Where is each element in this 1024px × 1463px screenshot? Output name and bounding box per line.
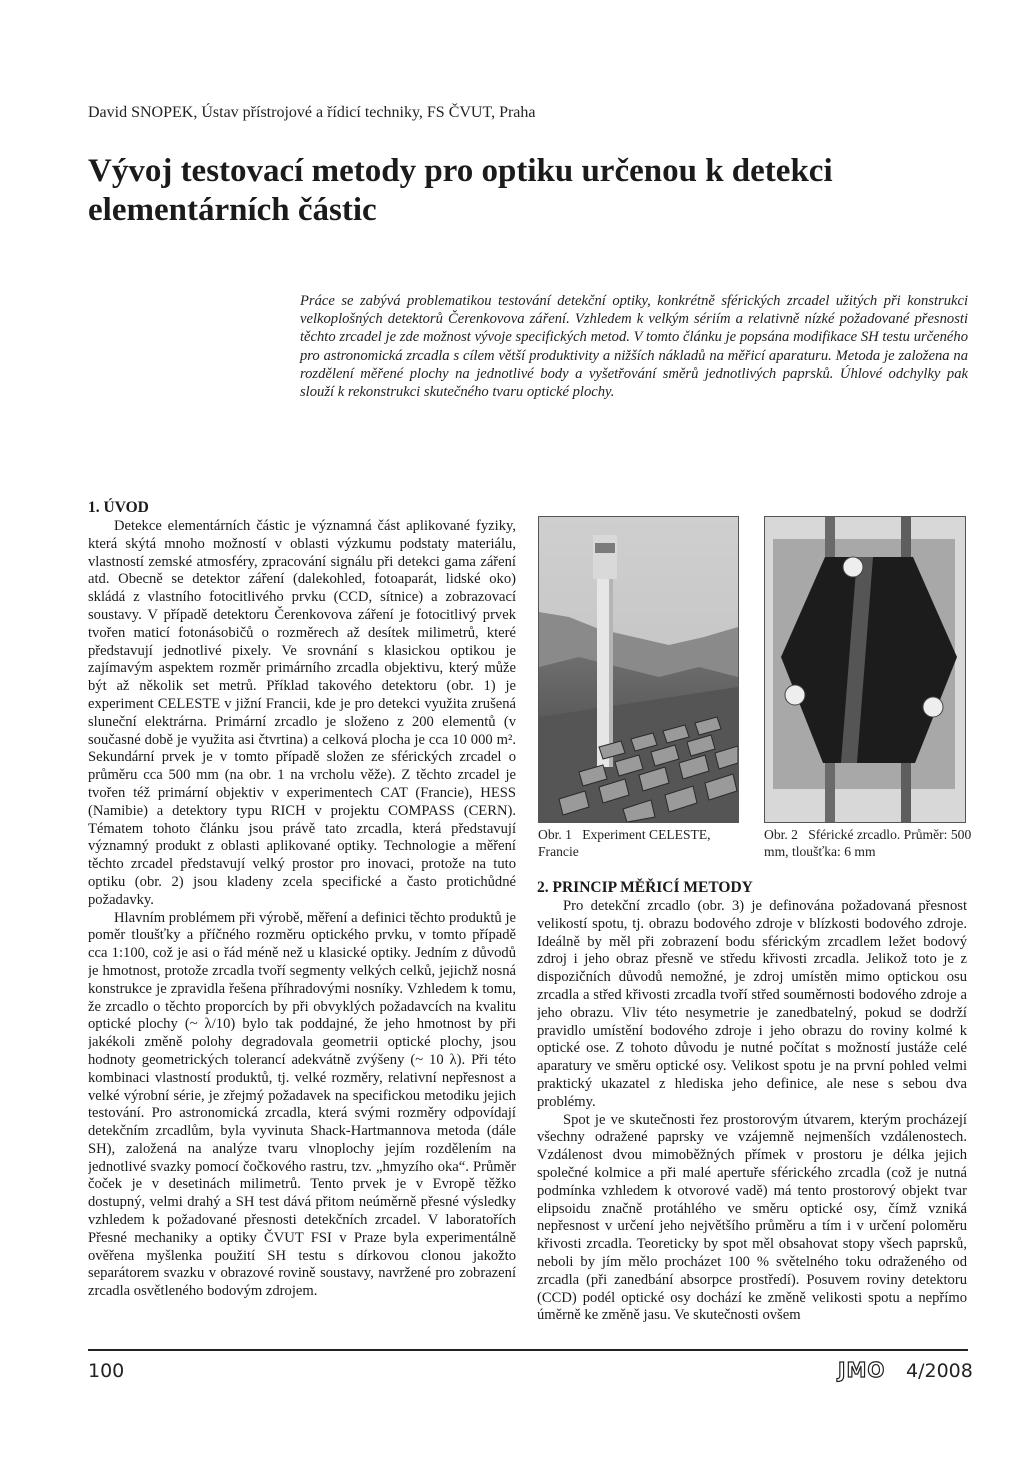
footer-rule <box>88 1349 968 1351</box>
author-line: David SNOPEK, Ústav přístrojové a řídicí techniky, FS ČVUT, Praha <box>88 104 536 121</box>
figure-celeste-photo <box>538 516 739 823</box>
method-paragraph-1: Pro detekční zrcadlo (obr. 3) je definována požadovaná přesnost velikostí spotu, tj. obrazu bodového zdroje v blízkosti bodového zdroje. Ideálně by měl při zobrazení bodu sférickým zrcadlem ležet bodový zdroj i jeho obraz přesně ve středu křivosti zrcadla. Jelikož toto je z dispozičních důvodů nemožné, je zdroj umístěn mimo optickou osu zrcadla a střed křivosti zrcadla tvoří střed souměrnosti bodového zdroje a jeho obrazu. Vliv této nesymetrie je zanedbatelný, pokud se dodrží pravidlo umístění bodového zdroje i jeho obrazu do roviny kolmé k optické ose. Z tohoto důvodu je nutné počítat s možností justáže celé aparatury ve směru optické osy. Velikost spotu je na první pohled velmi praktický ukazatel z hlediska jeho definice, ale nese s sebou dva problémy. <box>537 898 967 1110</box>
section-heading-method: 2. PRINCIP MĚŘICÍ METODY <box>537 879 753 896</box>
spherical-mirror-photo-image <box>765 517 965 822</box>
method-paragraph-2: Spot je ve skutečnosti řez prostorovým útvarem, kterým procházejí všechny odražené paprsky ve vzájemně nejmenších vzdálenostech. Vzdálenost dvou mimoběžných přímek v prostoru je délka jejich společné kolmice a při malé apertuře sférického zrcadla (což je nutná podmínka vzhledem k otvorové vadě) má tento prostorový objekt tvar elipsoidu značně protáhlého ve směru optické osy, čímž vzniká nepřesnost v určení jeho největšího průměru a tím i v určení poloměru křivosti zrcadla. Teoreticky by spot měl obsahovat stopy všech paprsků, neboli by jím mělo procházet 100 % světelného toku odraženého od zrcadla (při zanedbání absorpce prostředí). Posuvem roviny detektoru (CCD) podél optické osy dochází ke změně velikosti spotu a nepřímo úměrně ke změně jasu. Ve skutečnosti ovšem <box>537 1111 967 1324</box>
figure-1-caption-text: Experiment CELESTE, Francie <box>538 827 711 859</box>
figure-2-caption-text: Sférické zrcadlo. Průměr: 500 mm, tloušťka: 6 mm <box>764 827 972 859</box>
celeste-photo-image <box>539 517 738 822</box>
section-heading-intro: 1. ÚVOD <box>88 499 149 516</box>
figure-1-caption <box>538 826 743 860</box>
journal-logo: JMO <box>838 1358 886 1382</box>
abstract: Práce se zabývá problematikou testování detekční optiky, konkrétně sférických zrcadel užitých při konstrukci velkoplošných detektorů Čerenkovova záření. Vzhledem k velkým sériím a relativně nízké požadované přesnosti těchto zrcadel je zde možnost vývoje specifických metod. V tomto článku je popsána modifikace SH testu určeného pro astronomická zrcadla s cílem větší produktivity a nižších nákladů na měřicí aparaturu. Metoda je založena na rozdělení měřené plochy na jednotlivé body a vyšetřování směrů jednotlivých paprsků. Úhlové odchylky pak slouží k rekonstrukci skutečného tvaru optické plochy. <box>300 293 968 401</box>
figure-2-label: Obr. 2 <box>764 827 798 842</box>
left-column <box>88 498 516 1338</box>
issue-number: 4/2008 <box>906 1360 973 1382</box>
article-title: Vývoj testovací metody pro optiku určenou k detekci elementárních částic <box>88 153 833 228</box>
page-number: 100 <box>88 1360 125 1382</box>
figure-1-label: Obr. 1 <box>538 827 572 842</box>
right-column <box>537 878 967 1340</box>
figure-2-caption <box>764 826 974 860</box>
intro-paragraph-2: Hlavním problémem při výrobě, měření a definici těchto produktů je poměr tloušťky a příčného rozměru optického prvku, v tomto případě cca 1:100, což je asi o řád méně než u klasické optiky. Jedním z důvodů je hmotnost, protože zrcadla tvoří segmenty velkých celků, jejichž nosná konstrukce je zpravidla řešena příhradovými nosníky. Vzhledem k tomu, že zrcadlo o těchto proporcích by při obvyklých požadavcích na kvalitu optické plochy (~ λ/10) bylo tak poddajné, že jeho hmotnost by při jakékoli změně polohy degradovala geometrii optické plochy, jsou hodnoty geometrických tolerancí adekvátně zvýšeny (~ 10 λ). Při této kombinaci vlastností produktů, tj. velké rozměry, relativní nepřesnost a velké výrobní série, je zřejmý požadavek na specifickou metodiku jejich testování. Pro astronomická zrcadla, která svými rozměry odpovídají detekčním zrcadlům, byla vyvinuta Shack-Hartmannova metoda (dále SH), založená na analýze tvaru vlnoplochy jejím rozdělením na jednotlivé svazky pomocí čočkového rastru, tzv. „hmyzího oka“. Průměr čoček je v desetinách milimetrů. Tento prvek je v Evropě těžko dostupný, velmi drahý a SH test dává přitom neúměrně přesné výsledky vzhledem k požadované přesnosti detekčních zrcadel. V laboratořích Přesné mechaniky a optiky ČVUT FSI v Praze byla experimentálně ověřena myšlenka použití SH testu s dírkovou clonou jakožto separátorem svazku v obrazové rovině soustavy, navržené pro zobrazení zrcadla osvětleného bodovým zdrojem. <box>88 909 516 1300</box>
figure-spherical-mirror-photo <box>764 516 966 823</box>
intro-paragraph-1: Detekce elementárních částic je významná část aplikované fyziky, která skýtá mnoho možností v oblasti výzkumu podstaty materiálu, vlastností zemské atmosféry, zpracování signálu při detekci gama záření atd. Obecně se detektor záření (dalekohled, fotoaparát, lidské oko) skládá z vlastního fotocitlivého prvku (CCD, sítnice) a zobrazovací soustavy. V případě detektoru Čerenkovova záření je fotocitlivý prvek tvořen maticí fotonásobičů o rozměrech až desítek milimetrů, které představují jednotlivé pixely. Ve srovnání s klasickou optikou je zajímavým aspektem rozměr primárního zrcadla objektivu, který může být až několik set metrů. Příklad takového detektoru (obr. 1) je experiment CELESTE v jižní Francii, kde je pro detekci využita zrušená sluneční elektrárna. Primární zrcadlo je složeno z 200 elementů (v současné době je využita asi čtvrtina) a celková plocha je cca 10 000 m². Sekundární prvek je v tomto případě složen ze sférických zrcadel o průměru cca 500 mm (na obr. 1 na vrcholu věže). Z těchto zrcadel je tvořen též primární objektiv v experimentech CAT (Francie), HESS (Namibie) a detektory typu RICH v projektu COMPASS (CERN). Tématem tohoto článku jsou právě tato zrcadla, která představují významný produkt z oblasti aplikované optiky. Technologie a měření těchto zrcadel představují velký prostor pro inovaci, protože na tuto optiku (obr. 2) jsou kladeny zcela specifické a často protichůdné požadavky. <box>88 518 516 908</box>
